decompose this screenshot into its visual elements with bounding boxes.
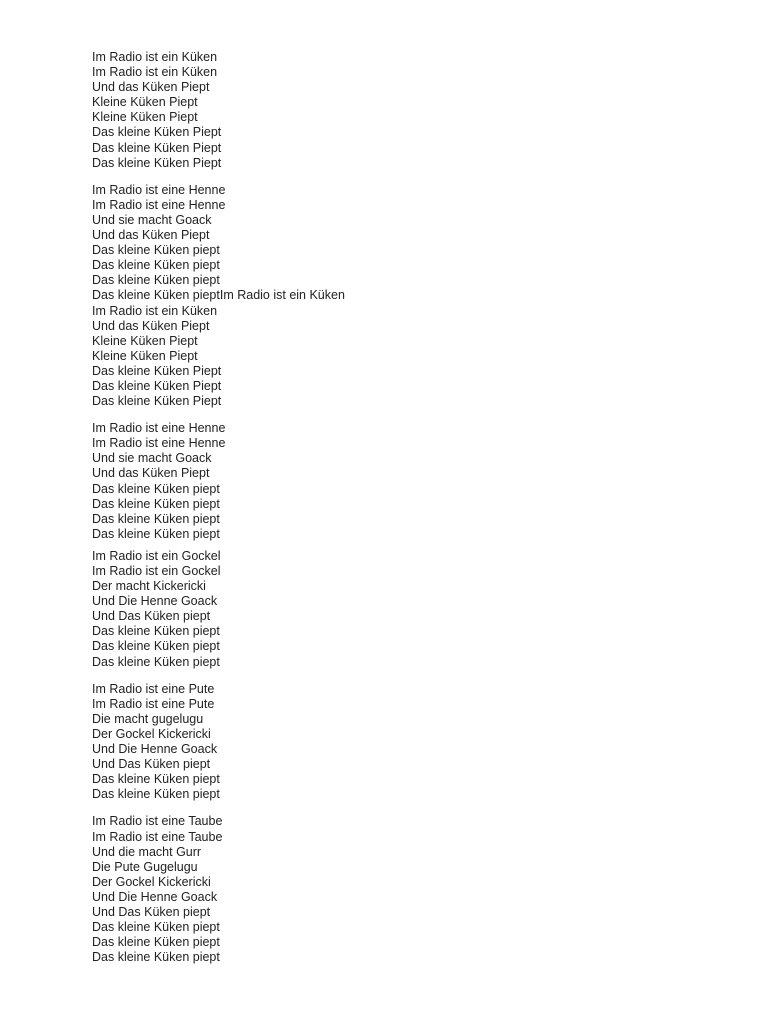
lyric-line: Im Radio ist eine Pute [92, 696, 215, 711]
lyric-line: Das kleine Küken piept [92, 654, 220, 669]
lyric-line: Im Radio ist eine Henne [92, 182, 226, 197]
lyric-line: Das kleine Küken piept [92, 624, 220, 639]
lyric-line: Und sie macht Goack [92, 451, 212, 466]
lyric-line: Das kleine Küken piept [92, 787, 220, 802]
lyric-line: Im Radio ist eine Henne [92, 421, 226, 436]
lyric-line: Die Pute Gugelugu [92, 859, 198, 874]
lyric-line: Das kleine Küken pieptIm Radio ist ein Küken [92, 288, 345, 303]
lyric-line: Der macht Kickericki [92, 579, 206, 594]
stanza-gap [92, 542, 732, 549]
lyric-line: Das kleine Küken piept [92, 273, 220, 288]
stanza-6 [92, 814, 732, 965]
lyric-line: Kleine Küken Piept [92, 95, 198, 110]
lyric-line: Und Das Küken piept [92, 904, 211, 919]
stanza-4 [92, 549, 732, 670]
lyric-line: Die macht gugelugu [92, 711, 204, 726]
lyric-line: Und Die Henne Goack [92, 889, 218, 904]
lyric-line: Im Radio ist ein Küken [92, 50, 218, 64]
lyric-line: Im Radio ist eine Taube [92, 829, 223, 844]
lyric-line: Der Gockel Kickericki [92, 726, 211, 741]
stanza-gap [92, 670, 732, 682]
lyric-line: Und Die Henne Goack [92, 742, 218, 757]
lyric-line: Und das Küken Piept [92, 318, 210, 333]
lyric-line: Im Radio ist eine Taube [92, 814, 223, 829]
lyric-line: Das kleine Küken Piept [92, 155, 222, 170]
lyric-line: Im Radio ist ein Küken [92, 65, 218, 80]
lyric-line: Das kleine Küken piept [92, 920, 220, 935]
lyric-line: Im Radio ist eine Henne [92, 197, 226, 212]
lyric-line: Das kleine Küken piept [92, 639, 220, 654]
stanza-2 [92, 183, 732, 409]
lyric-line: Und das Küken Piept [92, 466, 210, 481]
lyric-line: Das kleine Küken piept [92, 935, 220, 950]
lyric-line: Das kleine Küken Piept [92, 140, 222, 155]
stanza-gap [92, 409, 732, 421]
lyric-line: Der Gockel Kickericki [92, 874, 211, 889]
lyric-line: Kleine Küken Piept [92, 333, 198, 348]
stanza-3 [92, 421, 732, 542]
lyrics-document [92, 50, 732, 965]
lyric-line: Und Die Henne Goack [92, 594, 218, 609]
lyric-line: Im Radio ist ein Küken [92, 303, 218, 318]
lyric-line: Im Radio ist eine Henne [92, 436, 226, 451]
lyric-line: Das kleine Küken piept [92, 258, 220, 273]
lyric-line: Und die macht Gurr [92, 844, 202, 859]
stanza-5 [92, 682, 732, 803]
lyric-line: Und Das Küken piept [92, 609, 211, 624]
lyric-line: Im Radio ist ein Gockel [92, 564, 221, 578]
lyric-line: Das kleine Küken piept [92, 950, 220, 965]
lyric-line: Das kleine Küken Piept [92, 363, 222, 378]
lyric-line: Und Das Küken piept [92, 757, 211, 772]
lyric-line: Das kleine Küken Piept [92, 125, 222, 140]
lyric-line: Und das Küken Piept [92, 80, 210, 95]
lyric-line: Das kleine Küken piept [92, 526, 220, 541]
lyric-line: Im Radio ist eine Pute [92, 681, 215, 696]
stanza-gap [92, 802, 732, 814]
lyric-line: Und das Küken Piept [92, 228, 210, 243]
lyric-line: Kleine Küken Piept [92, 348, 198, 363]
lyric-line: Das kleine Küken piept [92, 772, 220, 787]
lyric-line: Das kleine Küken piept [92, 496, 220, 511]
lyric-line: Das kleine Küken piept [92, 481, 220, 496]
stanza-1 [92, 50, 732, 171]
lyric-line: Das kleine Küken piept [92, 511, 220, 526]
stanza-gap [92, 171, 732, 183]
lyric-line: Im Radio ist ein Gockel [92, 548, 221, 563]
lyric-line: Das kleine Küken Piept [92, 378, 222, 393]
lyric-line: Und sie macht Goack [92, 212, 212, 227]
lyric-line: Kleine Küken Piept [92, 110, 198, 125]
lyric-line: Das kleine Küken piept [92, 243, 220, 258]
lyric-line: Das kleine Küken Piept [92, 394, 222, 409]
